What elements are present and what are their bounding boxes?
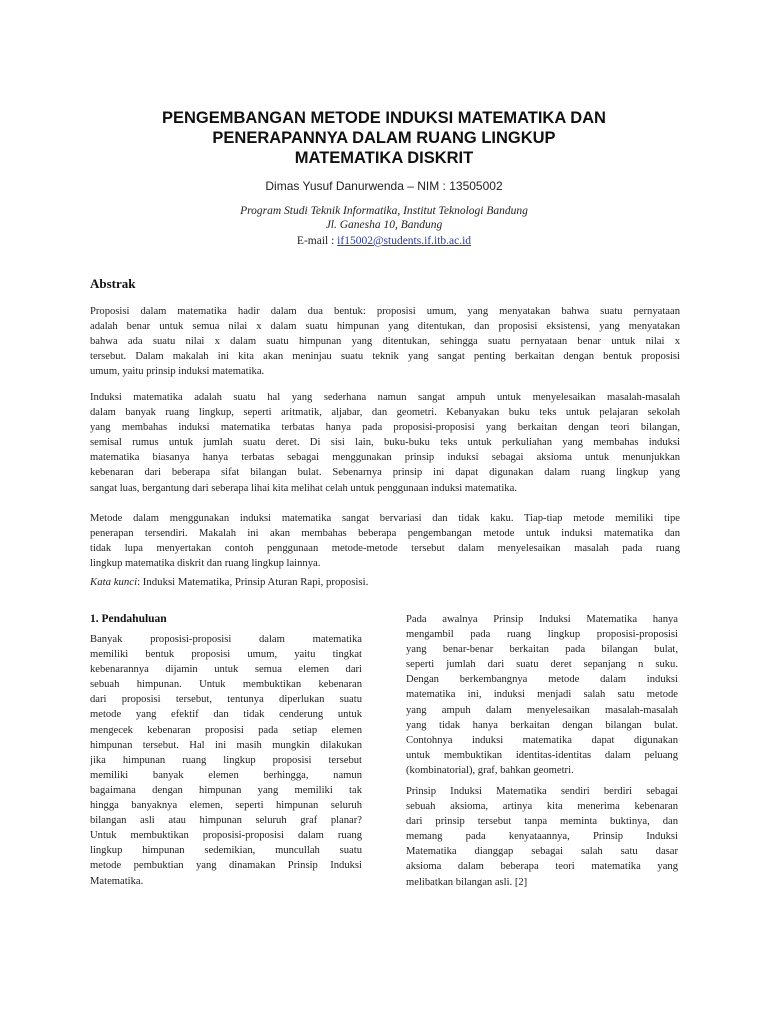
text-line: Untuk membuktikan proposisi-proposisi dalam ruang [90, 830, 362, 842]
affiliation [0, 204, 768, 232]
email-line [0, 234, 768, 248]
text-line: metode pembuktian yang dinamakan Prinsip Induksi [90, 860, 362, 872]
text-line: sebuah himpunan. Untuk membuktikan kebenaran [90, 679, 362, 691]
text-line: tersebut. Dalam makalah ini kita akan meninjau suatu teknik yang sangat penting berkaitan dengan bentuk proposisi [90, 351, 680, 363]
text-line: jika himpunan ruang lingkup proposisi tersebut [90, 754, 362, 766]
title-line: MATEMATIKA DISKRIT [294, 149, 474, 167]
affiliation-line: Jl. Ganesha 10, Bandung [325, 219, 443, 231]
title-line: PENGEMBANGAN METODE INDUKSI MATEMATIKA DAN [162, 109, 606, 127]
text-line: Pada awalnya Prinsip Induksi Matematika hanya [406, 614, 678, 625]
affiliation-line: Program Studi Teknik Informatika, Institut Teknologi Bandung [240, 205, 528, 217]
text-line: untuk membuktikan identitas-identitas dalam peluang [406, 749, 678, 761]
keywords-line [90, 575, 680, 589]
text-line: Proposisi dalam matematika hadir dalam dua bentuk: proposisi umum, yang menyatakan bahwa suatu pernyataan [90, 306, 680, 317]
text-line: umum, yaitu prinsip induksi matematika. [90, 366, 265, 378]
text-line: Matematika. [90, 875, 144, 887]
email-link[interactable]: if15002@students.if.itb.ac.id [337, 235, 472, 247]
keywords-label: Kata kunci [90, 576, 138, 588]
keywords-text: : Induksi Matematika, Prinsip Aturan Rapi, proposisi. [137, 576, 369, 588]
text-line: yang ampuh dalam menyelesaikan masalah-masalah [406, 704, 678, 716]
text-line: mengecek kebenaran proposisi pada setiap elemen [90, 724, 362, 736]
text-line: Banyak proposisi-proposisi dalam matematika [90, 634, 362, 645]
text-line: sangat luas, bergantung dari seberapa lihai kita melihat celah untuk penggunaan induksi matematika. [90, 482, 517, 494]
text-line: dari prinsip tersebut tanpa meminta buktinya, dan [406, 816, 678, 828]
text-line: dalam banyak ruang lingkup, seperti aritmatik, aljabar, dan geometri. Kebanyakan buku teks untuk pelajaran sekolah [90, 407, 680, 419]
text-line: Matematika dianggap sebagai salah satu dasar [406, 846, 678, 858]
text-line: matematika ini, induksi menjadi salah satu metode [406, 689, 678, 701]
text-line: Contohnya induksi matematika dapat digunakan [406, 734, 678, 746]
text-line: kebenarannya dijamin untuk semua elemen dari [90, 664, 362, 676]
text-line: lingkup himpunan sedemikian, muncullah suatu [90, 845, 362, 857]
text-line: yang benar-benar berkaitan pada bilangan bulat, [406, 644, 678, 656]
text-line: memang pada kenyataannya, Prinsip Induksi [406, 831, 678, 843]
text-line: adalah benar untuk semua nilai x dalam suatu himpunan yang ditentukan, dan proposisi eksistensi, yang menyatakan [90, 321, 680, 333]
text-line: penerapan tersendiri. Makalah ini akan membahas beberapa pengembangan metode untuk induksi matematika dan [90, 528, 680, 540]
text-line: bahwa ada suatu nilai x dalam suatu himpunan yang ditentukan, sehingga suatu pernyataan benar untuk nilai x [90, 336, 680, 348]
text-line: bagaimana dengan himpunan yang memiliki tak [90, 784, 362, 796]
text-line: (kombinatorial), graf, bahkan geometri. [406, 764, 574, 776]
text-line: memiliki banyak elemen berhingga, namun [90, 769, 362, 781]
abstract-paragraph-3 [90, 511, 680, 571]
author-line: Dimas Yusuf Danurwenda – NIM : 13505002 [265, 179, 503, 193]
email-label: E-mail : [296, 235, 338, 247]
text-line: semisal rumus untuk jumlah suatu deret. Di sisi lain, buku-buku teks untuk perkuliahan yang membahas induksi [90, 437, 680, 449]
text-line: Prinsip Induksi Matematika sendiri berdiri sebagai [406, 786, 678, 797]
text-line: seperti jumlah dari suatu deret sepanjang n suku. [406, 659, 678, 671]
right-column-paragraph-2 [406, 784, 678, 890]
text-line: melibatkan bilangan asli. [2] [406, 876, 528, 888]
abstract-heading: Abstrak [90, 276, 136, 291]
left-column [90, 632, 362, 889]
abstract-paragraph-1 [90, 304, 680, 379]
text-line: memiliki bentuk proposisi umum, yaitu tingkat [90, 649, 362, 661]
abstract-paragraph-2 [90, 390, 680, 496]
text-line: himpunan tersebut. Hal ini masih mungkin dilakukan [90, 739, 362, 751]
title-line: PENERAPANNYA DALAM RUANG LINGKUP [212, 129, 556, 147]
text-line: kebenaran dari beberapa sifat bilangan bulat. Sebenarnya prinsip ini dapat digunakan dalam ruang lingkup yang [90, 467, 680, 479]
text-line: lingkup matematika diskrit dan ruang lingkup lainnya. [90, 558, 321, 570]
text-line: Dengan berkembangnya metode dalam induksi [406, 674, 678, 686]
text-line: bilangan asli atau himpunan seluruh graf planar? [90, 815, 362, 827]
text-line: yang tidak hanya berkaitan dengan bilangan bulat. [406, 719, 678, 731]
text-line: matematika biasanya hanya terbatas sebagai menggunakan prinsip induksi sebagai aksioma untuk menunjukkan [90, 452, 680, 464]
text-line: metode yang efektif dan tidak cenderung untuk [90, 709, 362, 721]
right-column-paragraph-1 [406, 612, 678, 778]
text-line: hingga banyaknya elemen, seperti himpunan seluruh [90, 800, 362, 812]
text-line: aksioma dalam beberapa teori matematika yang [406, 861, 678, 873]
text-line: yang membahas induksi matematika terbatas hanya pada proposisi-proposisi yang berkaitan dengan teori bilangan, [90, 422, 680, 434]
text-line: dari proposisi tersebut, tentunya diperlukan suatu [90, 694, 362, 706]
text-line: Induksi matematika adalah suatu hal yang sederhana namun sangat ampuh untuk menyelesaikan masalah-masalah [90, 392, 680, 403]
text-line: sebuah aksioma, artinya kita menerima kebenaran [406, 801, 678, 813]
text-line: Metode dalam menggunakan induksi matematika sangat bervariasi dan tidak kaku. Tiap-tiap metode memiliki tipe [90, 513, 680, 524]
text-line: tidak lupa menyertakan contoh penggunaan metode-metode tersebut dalam menyelesaikan masalah pada ruang [90, 543, 680, 555]
paper-title [100, 108, 668, 168]
text-line: mengambil pada ruang lingkup proposisi-proposisi [406, 629, 678, 641]
section-heading: 1. Pendahuluan [90, 613, 167, 625]
